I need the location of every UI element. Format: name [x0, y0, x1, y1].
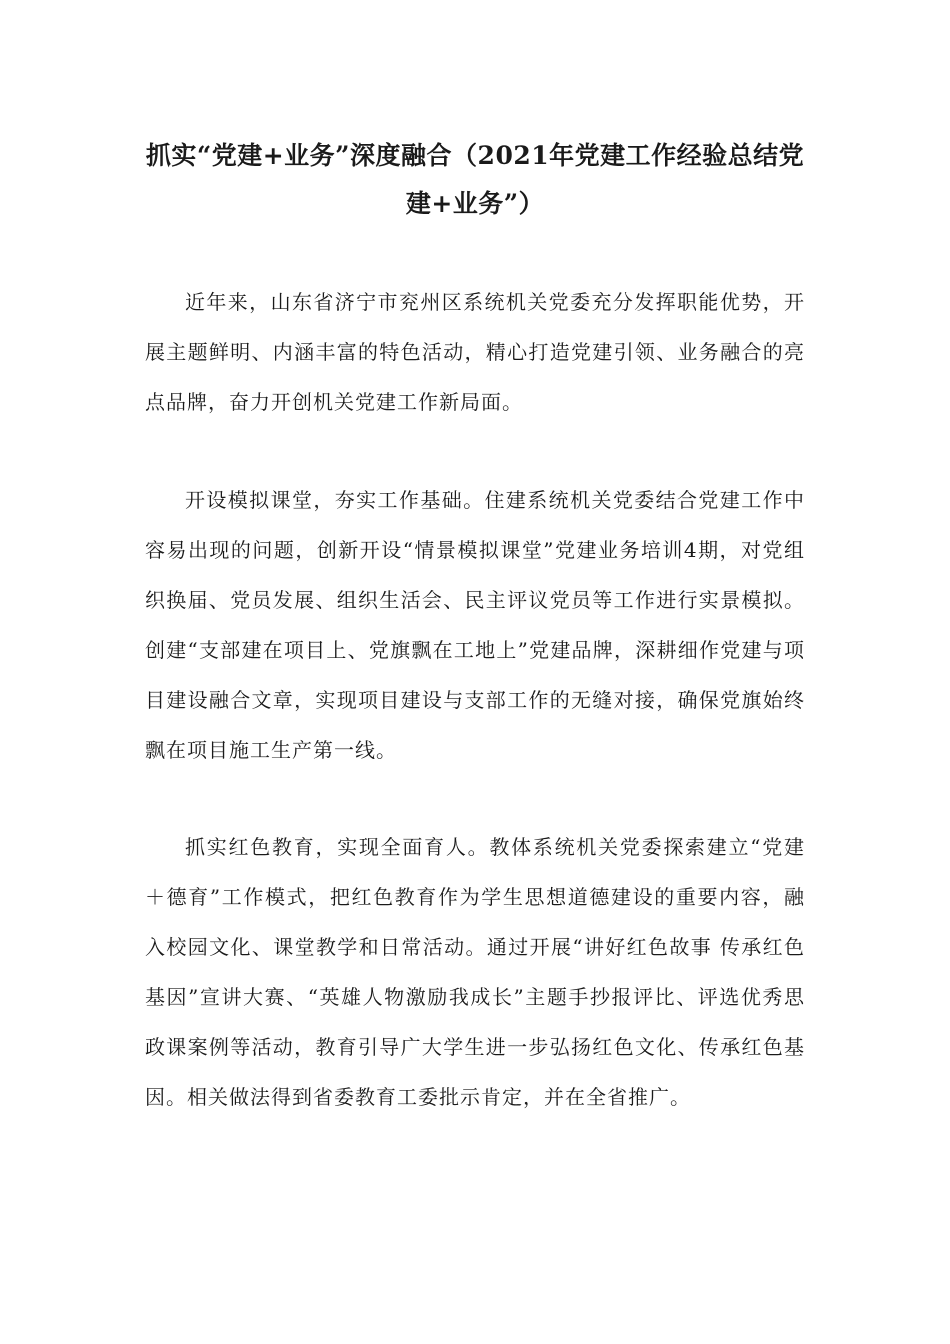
paragraph-simulation-classroom: 开设模拟课堂，夯实工作基础。住建系统机关党委结合党建工作中容易出现的问题，创新开设“情景模拟课堂”党建业务培训4期，对党组织换届、党员发展、组织生活会、民主评议党员等工作进行实景模拟。创建“支部建在项目上、党旗飘在工地上”党建品牌，深耕细作党建与项目建设融合文章，实现项目建设与支部工作的无缝对接，确保党旗始终飘在项目施工生产第一线。	[145, 488, 805, 762]
paragraph-intro: 近年来，山东省济宁市兖州区系统机关党委充分发挥职能优势，开展主题鲜明、内涵丰富的特色活动，精心打造党建引领、业务融合的亮点品牌，奋力开创机关党建工作新局面。	[145, 290, 805, 414]
document-title: 抓实“党建+业务”深度融合（2021年党建工作经验总结党建+业务”）	[145, 141, 805, 218]
paragraph-red-education: 抓实红色教育，实现全面育人。教体系统机关党委探索建立“党建＋德育”工作模式，把红色教育作为学生思想道德建设的重要内容，融入校园文化、课堂教学和日常活动。通过开展“讲好红色故事 传承红色基因”宣讲大赛、“英雄人物激励我成长”主题手抄报评比、评选优秀思政课案例等活动，教育引导广大学生进一步弘扬红色文化、传承红色基因。相关做法得到省委教育工委批示肯定，并在全省推广。	[145, 835, 805, 1109]
